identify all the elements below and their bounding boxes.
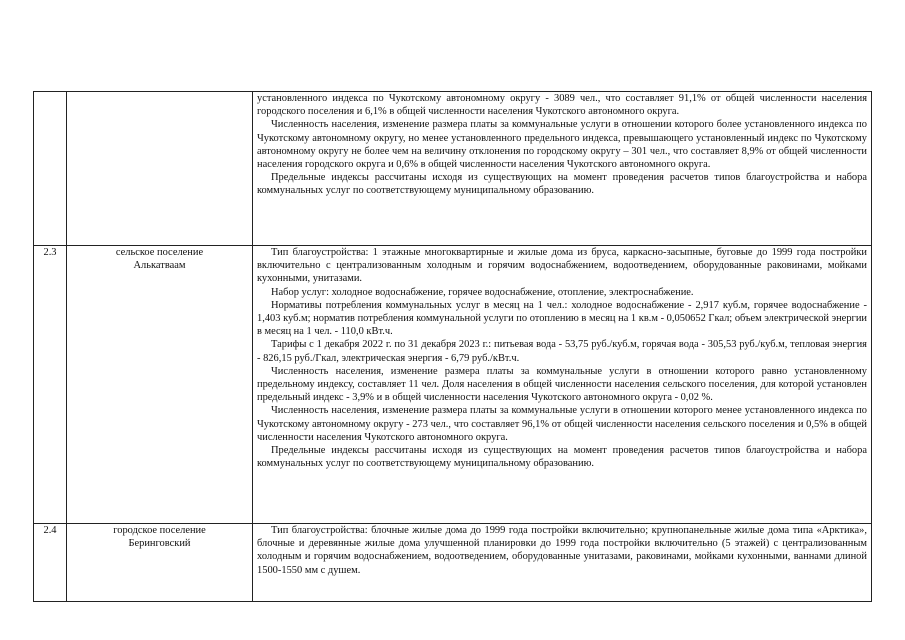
settlement-type: городское поселение bbox=[113, 525, 206, 536]
paragraph: Предельные индексы рассчитаны исходя из существующих на момент проведения расчетов типов благоустройства и набора коммунальных услуг по соответствующему муниципальному образованию. bbox=[257, 445, 867, 470]
paragraph: Тип благоустройства: 1 этажные многоквартирные и жилые дома из бруса, каркасно-засыпные, буговые до 1999 года постройки включительно с централизованным холодным и горячим водоснабжением, водоотведением, оборудованные раковинами, мойками кухонными, унитазами. bbox=[257, 247, 867, 285]
row-number-cell: 2.4 bbox=[34, 524, 67, 602]
paragraph: Численность населения, изменение размера платы за коммунальные услуги в отношении которого равно установленному предельному индексу, составляет 11 чел. Доля населения в общей численности населения сельского поселения, для которой установлен предельный индекс - 3,9% и в общей численности населения Чукотского автономного округа - 0,02 %. bbox=[257, 365, 867, 404]
paragraph: Численность населения, изменение размера платы за коммунальные услуги в отношении которого менее установленного индекса по Чукотскому автономному округу - 273 чел., что составляет 96,1% от общей численности населения сельского поселения и 0,5% в общей численности населения Чукотского автономного округа. bbox=[257, 405, 867, 443]
paragraph: Тарифы с 1 декабря 2022 г. по 31 декабря 2023 г.: питьевая вода - 53,75 руб./куб.м, горячая вода - 305,53 руб./куб.м, тепловая энергия - 826,15 руб./Гкал, электрическая энергия - 6,79 руб./кВт.ч. bbox=[257, 339, 867, 364]
paragraph: Предельные индексы рассчитаны исходя из существующих на момент проведения расчетов типов благоустройства и набора коммунальных услуг по соответствующему муниципальному образованию. bbox=[257, 172, 867, 197]
settlement-name-cell bbox=[67, 92, 253, 246]
paragraph: установленного индекса по Чукотскому автономному округу - 3089 чел., что составляет 91,1% от общей численности населения городского поселения и 6,1% в общей численности населения Чукотского автономного округа. bbox=[257, 93, 867, 118]
paragraph: Тип благоустройства: блочные жилые дома до 1999 года постройки включительно; крупнопанельные жилые дома типа «Арктика», блочные и деревянные жилые дома улучшенной планировки до 1999 года постройки включительно (5 этажей) с централизованным холодным и горячим водоснабжением, водоотведением, оборудованные унитазами, раковинами, мойками кухонными, ваннами длиной 1500-1550 мм с душем. bbox=[257, 525, 867, 576]
description-cell bbox=[253, 92, 872, 246]
settlement-name-cell bbox=[67, 524, 253, 602]
paragraph: Численность населения, изменение размера платы за коммунальные услуги в отношении которого более установленного индекса по Чукотскому автономному округу, но менее установленного предельного индекса, превышающего установленный индекс по Чукотскому автономному округу не более чем на величину отклонения по городскому округу – 301 чел., что составляет 8,9% от общей численности населения городского округа и 0,6% в общей численности населения Чукотского автономного округа. bbox=[257, 119, 867, 171]
row-number-cell: 2.3 bbox=[34, 246, 67, 524]
utilities-index-table bbox=[33, 91, 872, 602]
table-row bbox=[34, 246, 872, 524]
table-row bbox=[34, 524, 872, 602]
settlement-name-cell bbox=[67, 246, 253, 524]
paragraph: Нормативы потребления коммунальных услуг в месяц на 1 чел.: холодное водоснабжение - 2,917 куб.м, горячее водоснабжение - 1,403 куб.м; норматив потребления коммунальной услуги по отоплению в месяц на 1 кв.м - 0,050652 Гкал; объем электрической энергии в месяц на 1 чел. - 110,0 кВт.ч. bbox=[257, 299, 867, 338]
settlement-name: Беринговский bbox=[128, 538, 191, 550]
settlement-name: Алькатваам bbox=[133, 260, 186, 272]
row-number-cell bbox=[34, 92, 67, 246]
paragraph: Набор услуг: холодное водоснабжение, горячее водоснабжение, отопление, электроснабжение. bbox=[271, 286, 694, 298]
description-cell bbox=[253, 246, 872, 524]
settlement-type: сельское поселение bbox=[115, 247, 204, 258]
description-cell bbox=[253, 524, 872, 602]
table-row bbox=[34, 92, 872, 246]
